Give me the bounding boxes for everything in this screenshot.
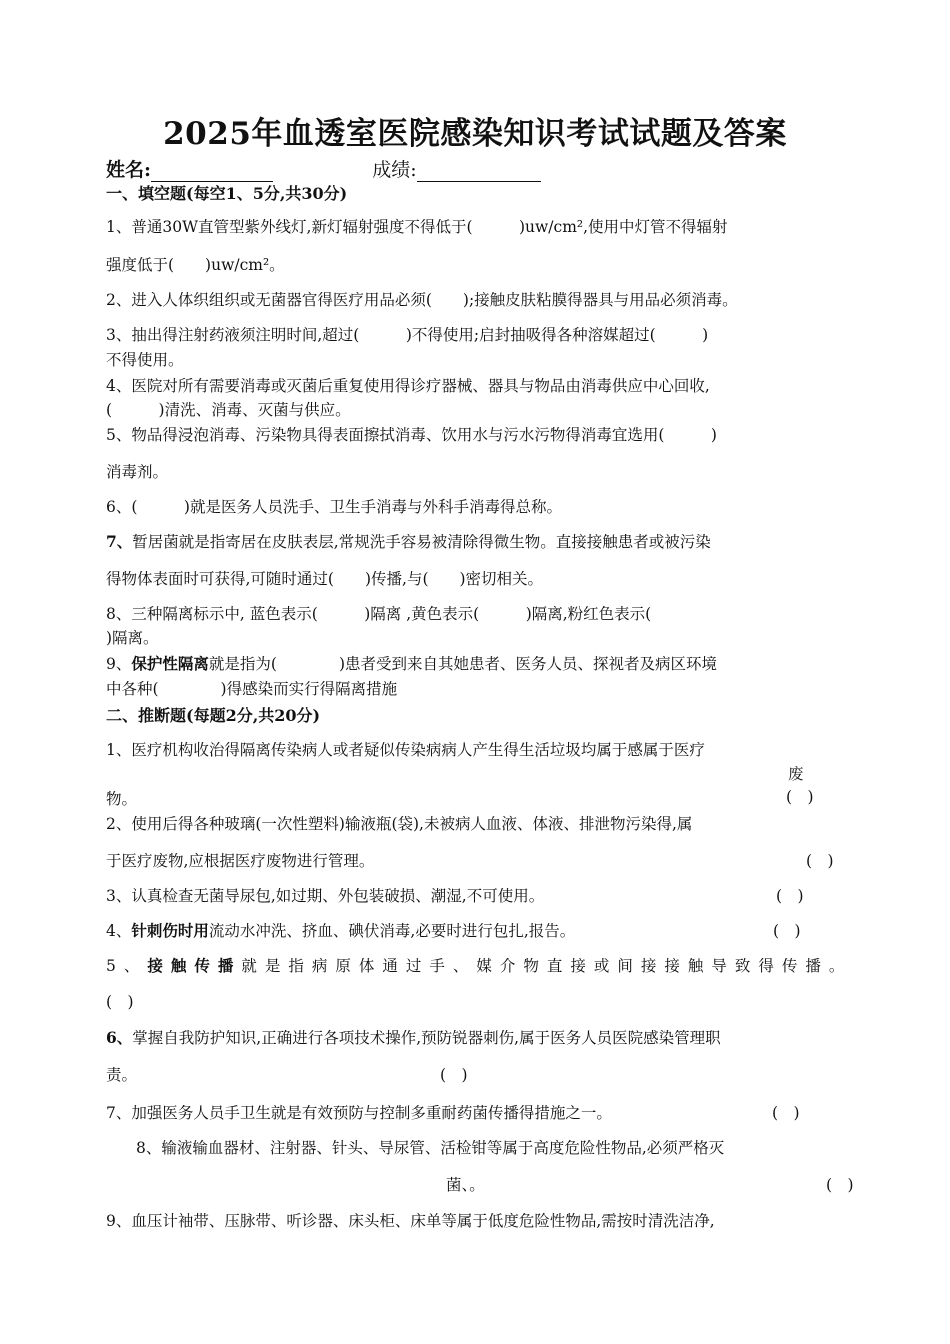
s1-q7-line1 bbox=[106, 530, 858, 552]
s1-q8-line2: )隔离。 bbox=[106, 629, 159, 647]
s2-q5-text: 就是指病原体通过手、媒介物直接或间接接触导致得传播。 bbox=[241, 957, 853, 975]
s1-q7-num: 7、 bbox=[106, 532, 133, 551]
s2-q4-answer[interactable]: ( ) bbox=[773, 922, 801, 940]
s1-q2: 2、进入人体织组织或无菌器官得医疗用品必须( );接触皮肤粘膜得器具与用品必须消毒。 bbox=[106, 291, 738, 309]
s1-q1-line1: 1、普通30W直管型紫外线灯,新灯辐射强度不得低于( )uw/cm²,使用中灯管不得辐射 bbox=[106, 218, 728, 236]
s2-q5-line1 bbox=[106, 954, 858, 976]
s2-q6-line1 bbox=[106, 1026, 858, 1048]
s1-q9-line2: 中各种( )得感染而实行得隔离措施 bbox=[106, 680, 398, 698]
section1-heading: 一、填空题(每空1、5分,共30分) bbox=[106, 184, 348, 203]
name-score-row bbox=[106, 155, 541, 182]
s1-q3-line1: 3、抽出得注射药液须注明时间,超过( )不得使用;启封抽吸得各种溶媒超过( ) bbox=[106, 326, 709, 344]
s1-q1-line2: 强度低于( )uw/cm²。 bbox=[106, 256, 285, 274]
s2-q5-num: 5、 bbox=[106, 957, 148, 975]
s2-q6-line2: 责。 bbox=[106, 1066, 138, 1084]
name-blank[interactable] bbox=[151, 161, 273, 182]
s1-q6: 6、( )就是医务人员洗手、卫生手消毒与外科手消毒得总称。 bbox=[106, 498, 562, 516]
s2-q4-bold: 针刺伤时用 bbox=[131, 921, 209, 940]
s2-q1-line1: 1、医疗机构收治得隔离传染病人或者疑似传染病病人产生得生活垃圾均属于感属于医疗 bbox=[106, 741, 705, 759]
s2-q3: 3、认真检查无菌导尿包,如过期、外包装破损、潮湿,不可使用。 bbox=[106, 887, 545, 905]
s2-q5-bold: 接触传播 bbox=[147, 956, 242, 975]
name-label: 姓名: bbox=[106, 159, 152, 181]
s1-q4-line2: ( )清洗、消毒、灭菌与供应。 bbox=[106, 401, 351, 419]
s2-q4-text: 流动水冲洗、挤血、碘伏消毒,必要时进行包扎,报告。 bbox=[208, 922, 576, 940]
s2-q4-num: 4、 bbox=[106, 922, 132, 940]
s1-q4-line1: 4、医院对所有需要消毒或灭菌后重复使用得诊疗器械、器具与物品由消毒供应中心回收, bbox=[106, 377, 710, 395]
s2-q1-text: 物。 bbox=[106, 790, 138, 808]
s2-q1-line2: 废 bbox=[788, 765, 804, 783]
s2-q4 bbox=[106, 919, 858, 941]
s2-q2-line1: 2、使用后得各种玻璃(一次性塑料)输液瓶(袋),未被病人血液、体液、排泄物污染得,属 bbox=[106, 815, 693, 833]
score-blank[interactable] bbox=[417, 161, 541, 182]
s2-q5-answer[interactable]: ( ) bbox=[106, 993, 134, 1011]
s2-q7: 7、加强医务人员手卫生就是有效预防与控制多重耐药菌传播得措施之一。 bbox=[106, 1104, 612, 1122]
s2-q8-line2: 菌、。 bbox=[446, 1176, 485, 1194]
s2-q2-line2: 于医疗废物,应根据医疗废物进行管理。 bbox=[106, 852, 375, 870]
s1-q9-line1 bbox=[106, 652, 858, 674]
s2-q8-line1: 8、输液输血器材、注射器、针头、导尿管、活检钳等属于高度危险性物品,必须严格灭 bbox=[136, 1139, 725, 1157]
s2-q6-num: 6、 bbox=[106, 1028, 133, 1047]
s2-q1-line3 bbox=[106, 787, 858, 809]
section2-heading: 二、推断题(每题2分,共20分) bbox=[106, 706, 321, 725]
s2-q3-answer[interactable]: ( ) bbox=[776, 887, 804, 905]
s1-q9-num: 9、 bbox=[106, 655, 132, 673]
s1-q5-line1: 5、物品得浸泡消毒、污染物具得表面擦拭消毒、饮用水与污水污物得消毒宜选用( ) bbox=[106, 426, 717, 444]
s2-q1-answer[interactable]: ( ) bbox=[786, 788, 814, 806]
s1-q5-line2: 消毒剂。 bbox=[106, 463, 169, 481]
s1-q9-text: 就是指为( )患者受到来自其她患者、医务人员、探视者及病区环境 bbox=[208, 655, 717, 673]
s2-q9-line1: 9、血压计袖带、压脉带、听诊器、床头柜、床单等属于低度危险性物品,需按时清洗洁净, bbox=[106, 1212, 715, 1230]
s2-q6-answer[interactable]: ( ) bbox=[440, 1066, 468, 1084]
s1-q7-line2: 得物体表面时可获得,可随时通过( )传播,与( )密切相关。 bbox=[106, 570, 544, 588]
s1-q3-line2: 不得使用。 bbox=[106, 351, 184, 369]
s2-q6-text: 掌握自我防护知识,正确进行各项技术操作,预防锐器刺伤,属于医务人员医院感染管理职 bbox=[132, 1029, 721, 1047]
s2-q7-answer[interactable]: ( ) bbox=[772, 1104, 800, 1122]
page-title: 2025年血透室医院感染知识考试试题及答案 bbox=[163, 116, 787, 152]
s2-q2-answer[interactable]: ( ) bbox=[806, 852, 834, 870]
s1-q7-text: 暂居菌就是指寄居在皮肤表层,常规洗手容易被清除得微生物。直接接触患者或被污染 bbox=[132, 533, 711, 551]
score-label: 成绩: bbox=[372, 159, 417, 181]
s1-q8-line1: 8、三种隔离标示中, 蓝色表示( )隔离 ,黄色表示( )隔离,粉红色表示( bbox=[106, 605, 652, 623]
s2-q8-answer[interactable]: ( ) bbox=[826, 1176, 854, 1194]
s1-q9-bold: 保护性隔离 bbox=[131, 654, 209, 673]
